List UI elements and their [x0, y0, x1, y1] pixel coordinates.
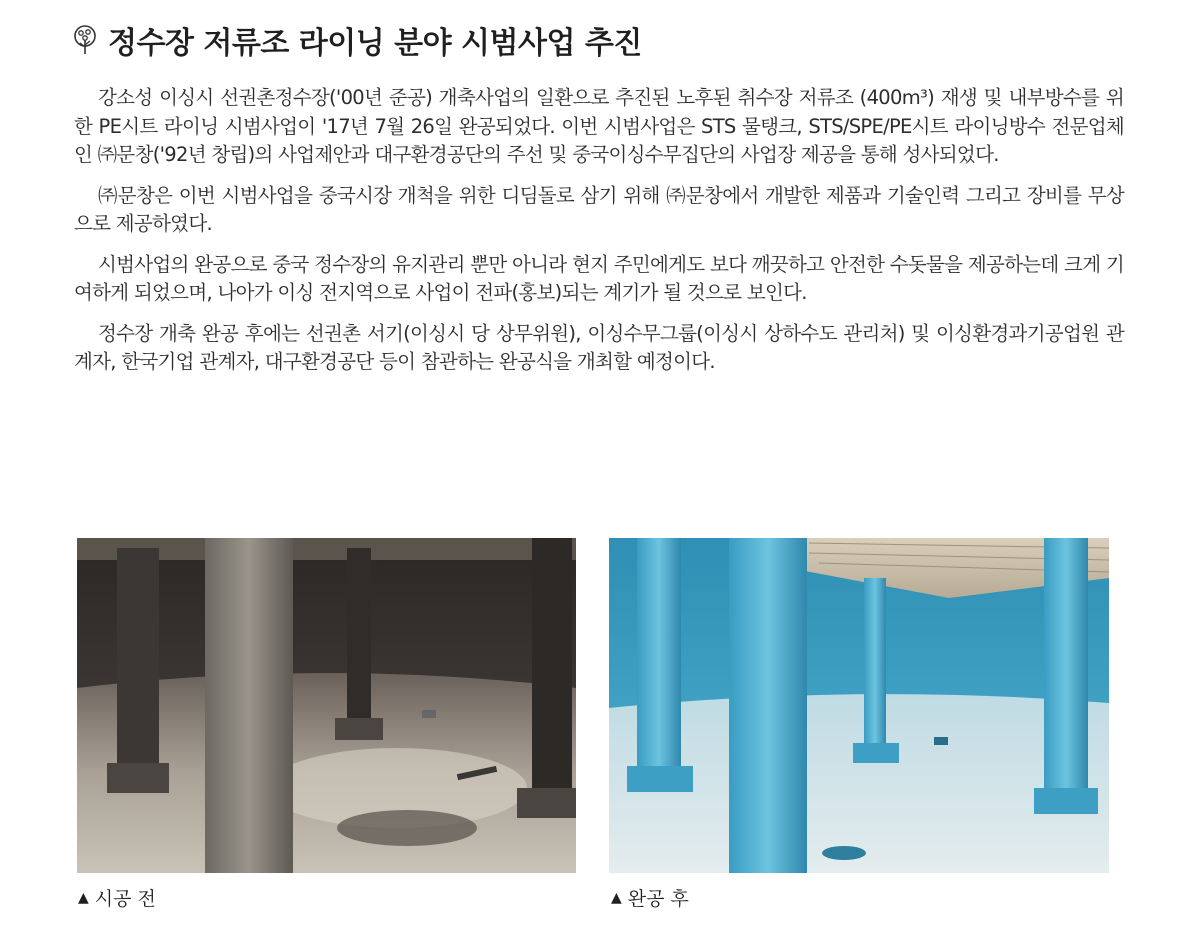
article-title: 정수장 저류조 라이닝 분야 시범사업 추진: [108, 26, 642, 61]
photo-before-construction: [77, 538, 576, 873]
paragraph-1: 강소성 이싱시 선권촌정수장('00년 준공) 개축사업의 일환으로 추진된 노후된 취수장 저류조 (400m³) 재생 및 내부방수를 위한 PE시트 라이닝 시범사업이 '17년 7월 26일 완공되었다. 이번 시범사업은 STS 물탱크, STS/SPE/PE시트 라이닝방수 전문업체인 ㈜문창('92년 창립)의 사업제안과 대구환경공단의 주선 및 중국이싱수무집단의 사업장 제공을 통해 성사되었다.: [74, 86, 1124, 166]
photo-after-completion: [609, 538, 1109, 873]
tree-icon: [72, 25, 98, 55]
paragraph-2: ㈜문창은 이번 시범사업을 중국시장 개척을 위한 디딤돌로 삼기 위해 ㈜문창에서 개발한 제품과 기술인력 그리고 장비를 무상으로 제공하였다.: [74, 183, 1124, 235]
caption-before-text: 시공 전: [94, 888, 156, 910]
caption-after: [611, 884, 689, 911]
caption-before: [78, 884, 156, 911]
article-body: [74, 84, 1124, 389]
caption-marker: ▲: [611, 889, 622, 906]
article-header: [72, 16, 642, 64]
caption-marker: ▲: [78, 889, 89, 906]
paragraph-4: 정수장 개축 완공 후에는 선권촌 서기(이싱시 당 상무위원), 이싱수무그룹(이싱시 상하수도 관리처) 및 이싱환경과기공업원 관계자, 한국기업 관계자, 대구환경공단 등이 참관하는 완공식을 개최할 예정이다.: [74, 321, 1124, 373]
paragraph-3: 시범사업의 완공으로 중국 정수장의 유지관리 뿐만 아니라 현지 주민에게도 보다 깨끗하고 안전한 수돗물을 제공하는데 크게 기여하게 되었으며, 나아가 이싱 전지역으로 사업이 전파(홍보)되는 계기가 될 것으로 보인다.: [74, 252, 1124, 304]
caption-after-text: 완공 후: [627, 888, 689, 910]
